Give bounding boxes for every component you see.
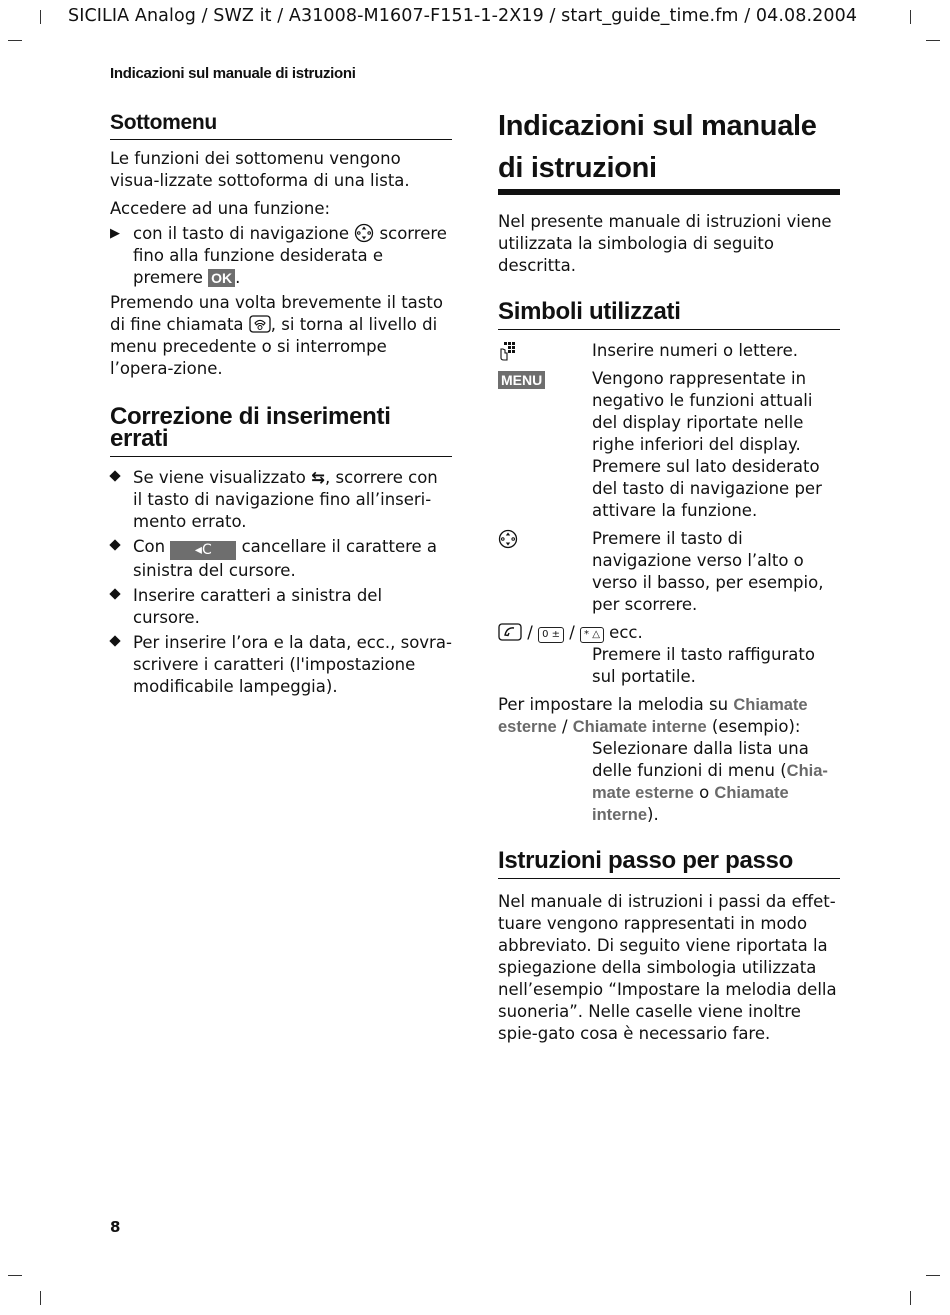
section-title: Indicazioni sul manuale di istruzioni [110,65,356,82]
crop-mark [910,10,911,24]
delete-key: ◂C [170,541,236,560]
diamond-bullet-icon [109,470,120,481]
ok-key: OK [208,269,235,287]
diamond-bullet-icon [109,539,120,550]
crop-mark [40,10,41,24]
correzione-heading: Correzione di inserimenti errati [110,406,452,457]
symbol-row: Selezionare dalla lista una delle funzioni di menu (Chia-mate esterne o Chiamate interne). [592,739,828,824]
diamond-bullet-icon [109,588,120,599]
crop-mark [40,1291,41,1305]
crop-mark [926,1275,940,1276]
end-call-key-icon [249,315,271,333]
crop-mark [8,1275,22,1276]
running-header: SICILIA Analog / SWZ it / A31008-M1607-F151-1-2X19 / start_guide_time.fm / 04.08.2004 [68,6,858,26]
passo-heading: Istruzioni passo per passo [498,850,840,879]
symbol-row: Premere il tasto di navigazione verso l’alto o verso il basso, per esempio, per scorrere. [498,528,840,616]
key-symbols-line: / 0 ± / * △ ecc. [498,622,840,644]
scroll-arrows-icon: ⇆ [311,468,325,487]
diamond-bullet-icon [109,635,120,646]
crop-mark [8,40,22,41]
end-call-paragraph: Premendo una volta brevemente il tasto di fine chiamata , si torna al livello di menu precedente o si interrompe l’opera-zione. [110,293,443,378]
list-item: Inserire caratteri a sinistra del cursore. [110,585,452,629]
simboli-heading: Simboli utilizzati [498,301,840,330]
page-title: Indicazioni sul manuale di istruzioni [498,105,840,195]
symbol-row: Inserire numeri o lettere. [498,340,840,362]
navigation-key-icon [498,529,518,549]
list-item: Con ◂C cancellare il carattere a sinistra del cursore. [110,536,452,582]
intro-paragraph: Nel presente manuale di istruzioni viene utilizzata la simbologia di seguito descritta. [498,212,832,275]
crop-mark [926,40,940,41]
list-item: Per inserire l’ora e la data, ecc., sovra-scrivere i caratteri (l'impostazione modificabile lampeggia). [110,632,452,698]
menu-option-external: Chiamate esterne [498,696,808,736]
menu-option-internal: Chiamate interne [572,718,707,736]
melodia-line: Per impostare la melodia su Chiamate esterne / Chiamate interne (esempio): [498,695,808,736]
passo-paragraph: Nel manuale di istruzioni i passi da effet-tuare vengono rappresentati in modo abbreviato. Di seguito viene riportata la spiegazione della simbologia utilizzata nell’esempio “Impostare la melodia della suoneria”. Nelle caselle viene inoltre spie-gato cosa è necessario fare. [498,892,837,1043]
star-key-icon: * △ [580,627,604,643]
right-column [498,105,840,1045]
zero-key-icon: 0 ± [538,627,564,643]
crop-mark [910,1291,911,1305]
access-function-label: Accedere ad una funzione: [110,199,331,218]
navigation-key-icon [354,223,374,243]
list-item: ▶ con il tasto di navigazione scorrere fino alla funzione desiderata e premere OK . [110,224,447,287]
keypad-icon [498,341,518,367]
sottomenu-paragraph: Le funzioni dei sottomenu vengono visua-lizzate sottoforma di una lista. [110,149,410,190]
triangle-right-icon: ▶ [110,226,120,241]
sottomenu-heading: Sottomenu [110,112,452,140]
symbol-row: Premere il tasto raffigurato sul portatile. [592,645,815,686]
page-number: 8 [110,1218,121,1236]
list-item: Se viene visualizzato ⇆, scorrere con il tasto di navigazione fino all’inseri-mento errato. [110,467,452,533]
call-key-icon [498,623,522,641]
symbol-row: MENU Vengono rappresentate in negativo le funzioni attuali del display riportate nelle righe inferiori del display. Premere sul lato desiderato del tasto di navigazione per attivare la funzione. [498,368,840,522]
left-column [110,112,452,701]
menu-key: MENU [498,371,545,389]
